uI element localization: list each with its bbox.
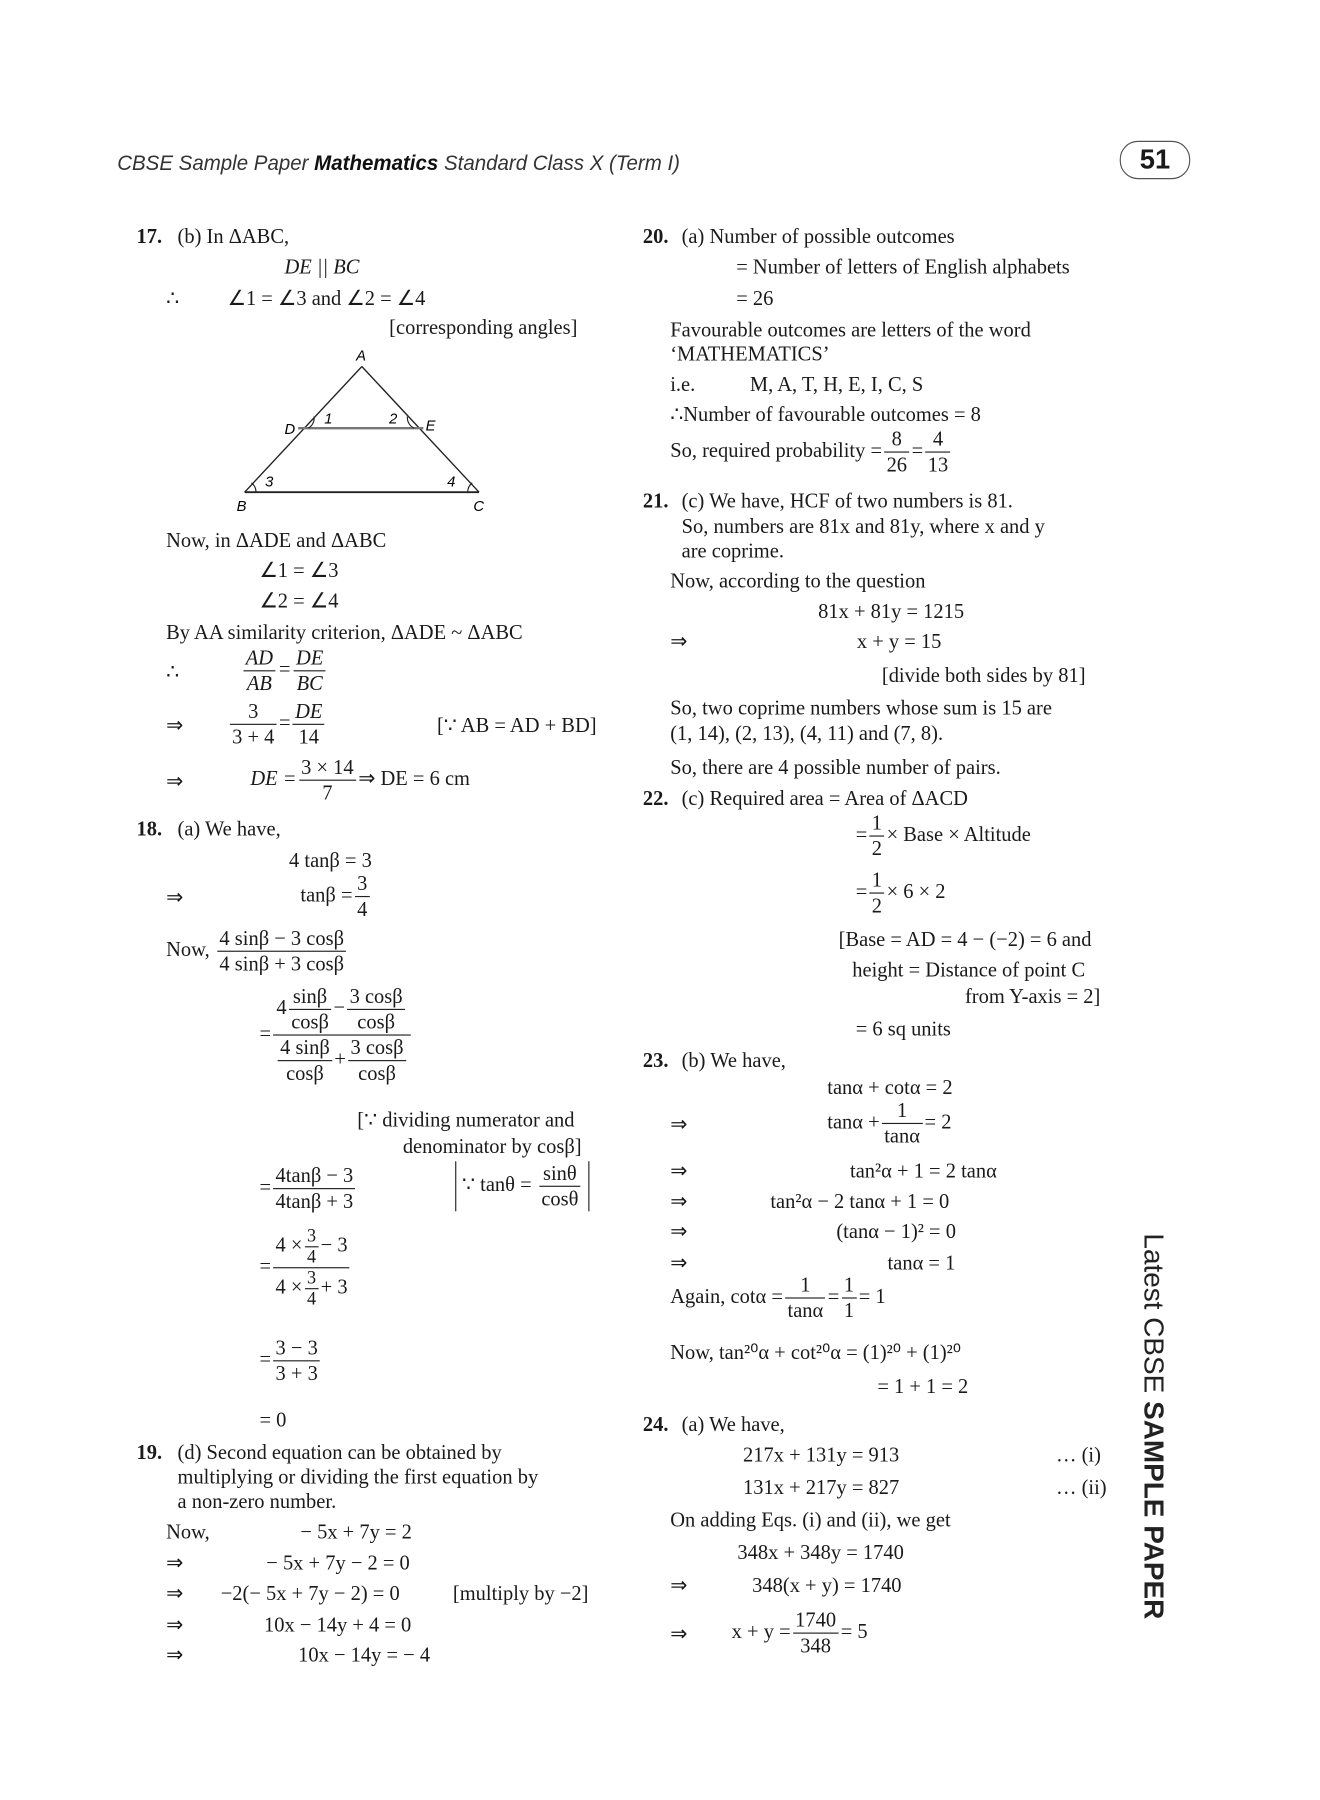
- lhs: tanβ =: [300, 882, 353, 907]
- numerator: [273, 984, 410, 1035]
- text-line: So, two coprime numbers whose sum is 15 are: [670, 695, 1052, 720]
- numerator: DE: [294, 646, 326, 672]
- text-line: So, there are 4 possible number of pairs.: [670, 755, 1001, 779]
- denominator: cosβ: [357, 1010, 395, 1034]
- text-line: (c) We have, HCF of two numbers is 81.: [681, 488, 1013, 512]
- denominator: BC: [296, 671, 323, 695]
- text-line: (d) Second equation can be obtained by: [177, 1440, 502, 1464]
- text-line: (b) In ΔABC,: [177, 224, 290, 248]
- equation-line: 10x − 14y = − 4: [298, 1643, 431, 1667]
- term: = 1: [858, 1284, 886, 1308]
- numerator: DE: [293, 699, 325, 725]
- denominator: 26: [886, 452, 908, 476]
- fraction: [870, 811, 885, 861]
- identity-lhs: ∵ tanθ =: [461, 1172, 532, 1196]
- denominator: 4: [307, 1247, 317, 1268]
- implies-symbol: ⇒: [166, 885, 184, 909]
- term: Again, cotα =: [670, 1284, 783, 1308]
- denominator: AB: [246, 671, 272, 695]
- numerator: 1: [870, 868, 885, 894]
- numerator: 3 × 14: [299, 755, 356, 781]
- numerator: 8: [884, 427, 909, 453]
- equals: =: [259, 1021, 271, 1045]
- denominator: 4 sinβ + 3 cosβ: [219, 951, 345, 976]
- vertex-label-d: D: [284, 420, 296, 439]
- result: ⇒ DE = 6 cm: [358, 766, 470, 790]
- equation-line: tan²α − 2 tanα + 1 = 0: [770, 1189, 950, 1213]
- numerator: 3: [355, 872, 370, 898]
- implies-symbol: ⇒: [166, 769, 184, 793]
- denominator: 2: [871, 893, 883, 917]
- equation-line: [259, 1336, 322, 1386]
- implies-symbol: ⇒: [166, 1643, 184, 1667]
- fraction: [273, 1336, 320, 1386]
- lhs: So, required probability =: [670, 438, 883, 462]
- equation-line: [670, 427, 953, 477]
- fraction: [305, 1268, 319, 1309]
- equation-line: 10x − 14y + 4 = 0: [263, 1612, 412, 1637]
- implies-symbol: ⇒: [166, 713, 184, 737]
- header-subject: Mathematics: [314, 151, 439, 175]
- numerator: 1: [785, 1273, 825, 1299]
- term: = 5: [840, 1619, 868, 1643]
- complex-fraction: [273, 1226, 350, 1309]
- reason-text: [divide both sides by 81]: [881, 663, 1086, 687]
- plus: +: [334, 1046, 346, 1071]
- text-line: ‘MATHEMATICS’: [670, 342, 830, 366]
- implies-symbol: ⇒: [670, 1158, 688, 1183]
- denominator: 13: [927, 452, 949, 476]
- denominator: cosθ: [541, 1186, 579, 1211]
- header-class: Standard Class X (Term I): [443, 151, 680, 175]
- equation-line: [856, 868, 946, 918]
- text-line: ∠1 = ∠3 and ∠2 = ∠4: [227, 286, 426, 310]
- term: x + y =: [731, 1619, 791, 1643]
- numerator: 1: [882, 1098, 922, 1124]
- equals: =: [855, 822, 868, 846]
- vertex-label-e: E: [425, 417, 436, 435]
- equation-line: Now, tan²⁰α + cot²⁰α = (1)²⁰ + (1)²⁰: [670, 1340, 962, 1364]
- term: 4 ×: [275, 1274, 303, 1299]
- fraction: [539, 1161, 581, 1211]
- numerator: 1: [870, 811, 885, 837]
- text-line: are coprime.: [681, 538, 784, 563]
- equation-line: [259, 1164, 357, 1214]
- text-line: Now, according to the question: [670, 569, 926, 593]
- text-line: i.e.: [670, 372, 696, 396]
- triangle-diagram: [228, 344, 501, 519]
- numerator: 3: [305, 1268, 319, 1289]
- fraction: [299, 755, 356, 805]
- implies-symbol: ⇒: [166, 1612, 184, 1637]
- denominator: tanα: [884, 1124, 920, 1148]
- numerator: [273, 1226, 350, 1268]
- numerator: 4tanβ − 3: [273, 1164, 355, 1190]
- denominator: 7: [322, 780, 333, 805]
- question-number: 21.: [642, 488, 669, 512]
- text-line: (a) We have,: [177, 816, 281, 841]
- fraction: [293, 699, 325, 749]
- numerator: sinβ: [289, 984, 331, 1010]
- fraction: [347, 984, 405, 1034]
- page-number: 51: [1120, 141, 1191, 179]
- term: tanα +: [827, 1109, 880, 1133]
- text-line: By AA similarity criterion, ΔADE ~ ΔABC: [166, 620, 523, 644]
- angle-label-2: 2: [389, 410, 398, 428]
- fraction: [884, 427, 909, 477]
- term: + 3: [320, 1274, 348, 1299]
- text-line: ∴Number of favourable outcomes = 8: [670, 402, 981, 426]
- implies-symbol: ⇒: [670, 629, 688, 653]
- equation-line: 131x + 217y = 827: [743, 1475, 900, 1499]
- text-line: (a) We have,: [681, 1412, 785, 1436]
- equation-line: x + y = 15: [856, 629, 942, 653]
- denominator: 3 + 4: [232, 724, 275, 749]
- side-label: [1137, 1233, 1169, 1619]
- reason-text: [∵ dividing numerator and: [357, 1107, 575, 1132]
- equation-tag: … (ii): [1055, 1475, 1107, 1499]
- equation-line: = 6 sq units: [855, 1016, 951, 1041]
- text-line: Now, in ΔADE and ΔABC: [166, 528, 387, 552]
- denominator: [273, 1268, 350, 1309]
- fraction: [230, 699, 277, 749]
- numerator: 4 sinβ − 3 cosβ: [217, 926, 346, 952]
- equation-line: 348(x + y) = 1740: [752, 1573, 902, 1597]
- therefore-symbol: ∴: [166, 659, 180, 684]
- reason-text: [multiply by −2]: [452, 1581, 589, 1605]
- term: 4 ×: [275, 1232, 303, 1257]
- text-line: a non-zero number.: [177, 1489, 337, 1513]
- header-title: CBSE Sample Paper: [117, 151, 309, 175]
- text-line: Now,: [166, 1519, 210, 1543]
- de-label: DE =: [250, 766, 297, 790]
- identity-note: [455, 1161, 590, 1211]
- vertex-label-a: A: [356, 347, 367, 365]
- fraction: [348, 1036, 406, 1086]
- implies-symbol: ⇒: [670, 1622, 688, 1646]
- denominator: 1: [843, 1298, 855, 1322]
- coef: 4: [276, 995, 287, 1019]
- minus: −: [333, 995, 346, 1019]
- fraction: [870, 868, 885, 918]
- equals: =: [259, 1174, 271, 1199]
- text-line: So, numbers are 81x and 81y, where x and y: [681, 514, 1045, 538]
- term: = 2: [924, 1109, 952, 1133]
- equation-line: tan²α + 1 = 2 tanα: [850, 1158, 997, 1183]
- text-line: ∠1 = ∠3: [259, 558, 339, 582]
- question-number: 19.: [136, 1440, 163, 1464]
- equation-line: −2(− 5x + 7y − 2) = 0: [220, 1581, 400, 1605]
- text-line: On adding Eqs. (i) and (ii), we get: [670, 1508, 951, 1532]
- equation-line: [827, 1098, 951, 1148]
- equation-line: [259, 984, 412, 1085]
- angle-label-1: 1: [324, 410, 333, 428]
- implies-symbol: ⇒: [670, 1250, 688, 1275]
- fraction: [278, 1036, 332, 1086]
- reason-text: [Base = AD = 4 − (−2) = 6 and: [838, 927, 1092, 951]
- denominator: 4: [307, 1289, 317, 1310]
- denominator: tanα: [787, 1298, 824, 1322]
- fraction: [244, 646, 276, 696]
- equation-line: [250, 755, 470, 805]
- text-line: (a) Number of possible outcomes: [681, 224, 955, 248]
- question-number: 18.: [136, 816, 163, 841]
- angle-label-4: 4: [447, 473, 456, 491]
- fraction: [355, 872, 370, 922]
- question-number: 22.: [642, 786, 669, 810]
- denominator: 4tanβ + 3: [275, 1189, 354, 1213]
- running-header: [117, 150, 680, 176]
- numerator: 1: [842, 1273, 857, 1299]
- equation-line: [300, 872, 371, 922]
- equation-line: [856, 811, 1031, 861]
- denominator: 348: [800, 1633, 832, 1657]
- reason-text: [corresponding angles]: [389, 315, 578, 339]
- vertex-label-b: B: [236, 497, 247, 515]
- fraction: [925, 427, 950, 477]
- equation-line: 348x + 348y = 1740: [737, 1540, 904, 1564]
- term: − 3: [320, 1232, 348, 1257]
- term: × Base × Altitude: [886, 822, 1031, 846]
- equation-line: [241, 646, 328, 696]
- equals: =: [278, 710, 291, 734]
- implies-symbol: ⇒: [670, 1112, 688, 1136]
- text-line: M, A, T, H, E, I, C, S: [749, 372, 924, 396]
- numerator: 3: [230, 699, 277, 725]
- equals: =: [855, 879, 868, 903]
- equals: =: [277, 656, 292, 681]
- equation-line: − 5x + 7y = 2: [300, 1519, 412, 1543]
- vertex-label-c: C: [473, 497, 485, 515]
- equation-line: [732, 1608, 868, 1658]
- equation-line: = 1 + 1 = 2: [877, 1374, 969, 1398]
- equals: =: [259, 1347, 271, 1371]
- equals: =: [259, 1253, 271, 1278]
- complex-fraction: [273, 984, 410, 1085]
- fraction: [217, 926, 346, 976]
- fraction: [842, 1273, 857, 1323]
- text-line: ∠2 = ∠4: [259, 588, 339, 613]
- now-label: Now,: [166, 937, 210, 961]
- numerator: 4 sinβ: [278, 1036, 332, 1062]
- numerator: sinθ: [539, 1161, 581, 1187]
- numerator: 4: [925, 427, 950, 453]
- denominator: cosβ: [291, 1010, 329, 1034]
- implies-symbol: ⇒: [670, 1573, 688, 1597]
- denominator: 4: [357, 897, 368, 921]
- denominator: 3 + 3: [275, 1361, 318, 1385]
- text-line: (c) Required area = Area of ΔACD: [681, 786, 968, 810]
- fraction: [305, 1226, 319, 1267]
- denominator: cosβ: [358, 1061, 396, 1085]
- equation-tag: … (i): [1055, 1442, 1101, 1467]
- numerator: 3: [305, 1226, 319, 1247]
- implies-symbol: ⇒: [670, 1219, 688, 1243]
- equation-line: [670, 1273, 885, 1323]
- text-line: DE || BC: [284, 254, 360, 279]
- question-number: 23.: [642, 1048, 669, 1072]
- equation-line: [259, 1226, 352, 1309]
- equals: =: [911, 438, 924, 462]
- numerator: 3 − 3: [273, 1336, 320, 1362]
- denominator: 2: [871, 836, 883, 860]
- therefore-symbol: ∴: [166, 286, 180, 310]
- reason-text: denominator by cosβ]: [402, 1134, 582, 1158]
- reason-text: from Y-axis = 2]: [964, 984, 1101, 1008]
- numerator: AD: [244, 646, 276, 672]
- text-line: Favourable outcomes are letters of the word: [670, 317, 1031, 341]
- equation-line: − 5x + 7y − 2 = 0: [266, 1551, 410, 1575]
- question-number: 20.: [642, 224, 669, 248]
- equation-line: [228, 699, 327, 749]
- denominator: cosβ: [286, 1061, 324, 1085]
- numerator: 1740: [793, 1608, 839, 1634]
- text-line: = 26: [736, 286, 774, 310]
- text-line: = Number of letters of English alphabets: [736, 254, 1070, 279]
- reason-text: [∵ AB = AD + BD]: [436, 713, 597, 737]
- fraction: [882, 1098, 922, 1148]
- fraction: [785, 1273, 825, 1323]
- text-line: (1, 14), (2, 13), (4, 11) and (7, 8).: [670, 721, 944, 745]
- implies-symbol: ⇒: [670, 1189, 688, 1213]
- equation-line: [166, 926, 348, 976]
- text-line: (b) We have,: [681, 1048, 786, 1072]
- implies-symbol: ⇒: [166, 1551, 184, 1575]
- fraction: [793, 1608, 839, 1658]
- numerator: 3 cosβ: [348, 1036, 406, 1062]
- equation-line: 4 tanβ = 3: [289, 848, 372, 872]
- equals: =: [827, 1284, 840, 1308]
- side-label-light: Latest CBSE: [1137, 1233, 1169, 1394]
- side-label-bold: SAMPLE PAPER: [1137, 1401, 1169, 1620]
- fraction: [273, 1164, 355, 1214]
- denominator: 14: [298, 724, 319, 749]
- implies-symbol: ⇒: [166, 1581, 184, 1605]
- text-line: multiplying or dividing the first equation by: [177, 1464, 539, 1489]
- equation-line: tanα + cotα = 2: [827, 1075, 953, 1099]
- reason-text: height = Distance of point C: [852, 957, 1086, 981]
- question-number: 24.: [642, 1412, 669, 1436]
- numerator: 3 cosβ: [347, 984, 405, 1010]
- equation-line: tanα = 1: [887, 1250, 956, 1275]
- equation-line: 81x + 81y = 1215: [818, 599, 965, 623]
- fraction: [289, 984, 331, 1034]
- equation-line: 217x + 131y = 913: [743, 1442, 900, 1467]
- equation-line: = 0: [259, 1407, 287, 1432]
- equation-line: (tanα − 1)² = 0: [836, 1219, 956, 1243]
- term: × 6 × 2: [886, 879, 946, 903]
- fraction: [294, 646, 326, 696]
- question-number: 17.: [136, 224, 163, 248]
- angle-label-3: 3: [265, 473, 274, 491]
- denominator: [273, 1036, 410, 1086]
